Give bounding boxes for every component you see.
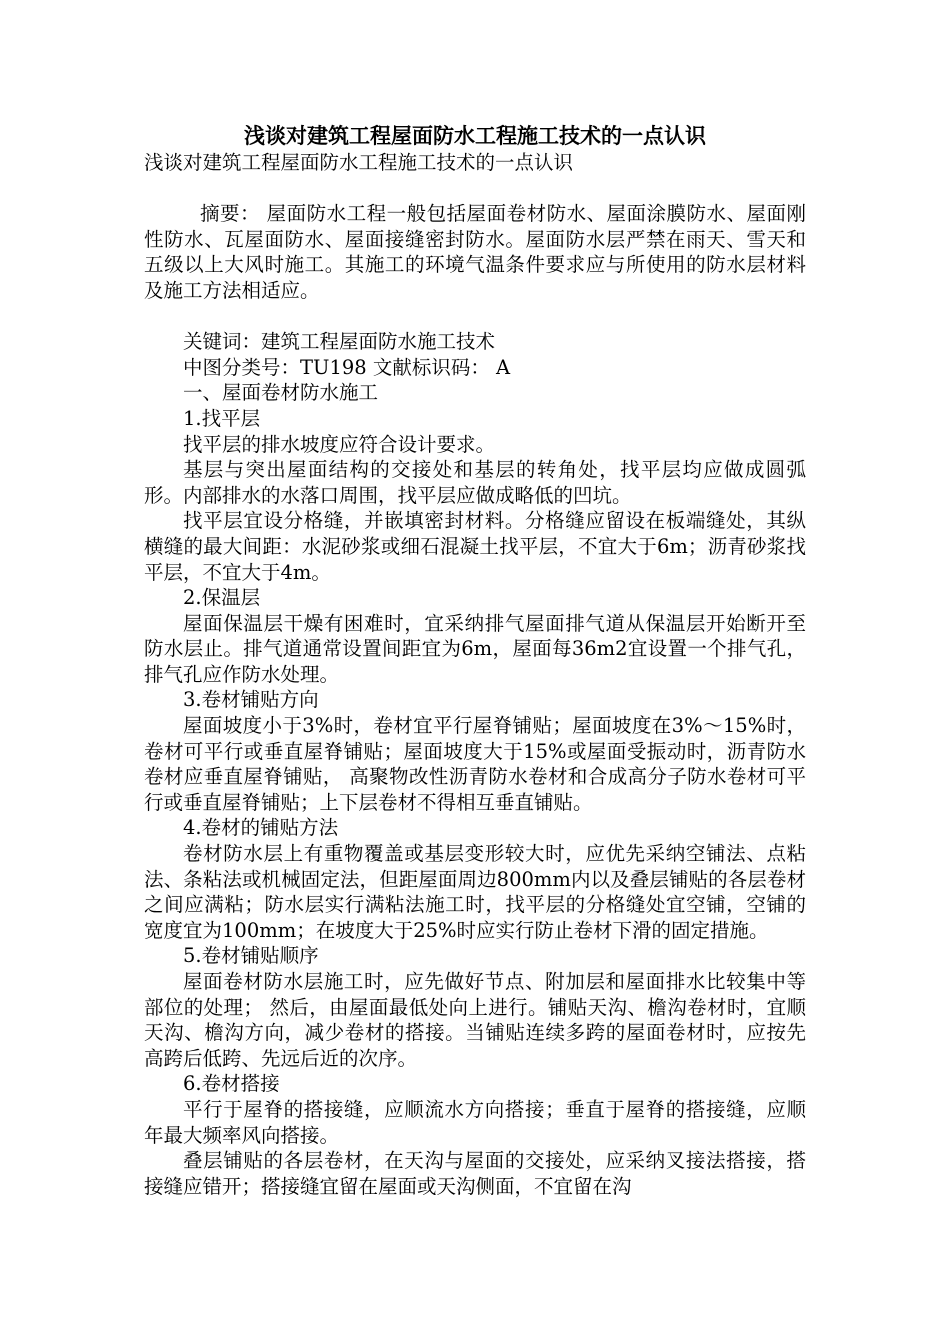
subsection-heading: 6.卷材搭接	[183, 1072, 280, 1096]
paragraph: 屋面坡度小于3%时，卷材宜平行屋脊铺贴；屋面坡度在3%～15%时，卷材可平行或垂直屋脊铺贴；屋面坡度大于15%或屋面受振动时，沥青防水卷材应垂直屋脊铺贴， 高聚物改性沥青防水卷材和合成高分子防水卷材可平行或垂直屋脊铺贴；上下层卷材不得相互垂直铺贴。	[144, 714, 806, 814]
subsection-heading: 2.保温层	[183, 586, 261, 610]
subsection-heading: 4.卷材的铺贴方法	[183, 816, 339, 840]
paragraph: 卷材防水层上有重物覆盖或基层变形较大时，应优先采纳空铺法、点粘法、条粘法或机械固定法，但距屋面周边800mm内以及叠层铺贴的各层卷材之间应满粘；防水层实行满粘法施工时，找平层的分格缝处宜空铺，空铺的宽度宜为100mm；在坡度大于25%时应实行防止卷材下滑的固定措施。	[144, 842, 806, 942]
paragraph: 屋面保温层干燥有困难时，宜采纳排气屋面排气道从保温层开始断开至防水层止。排气道通常设置间距宜为6m，屋面每36m2宜设置一个排气孔，排气孔应作防水处理。	[144, 611, 806, 686]
subsection-heading: 1.找平层	[183, 406, 261, 430]
blank-line	[144, 176, 806, 202]
document-subtitle: 浅谈对建筑工程屋面防水工程施工技术的一点认识	[144, 151, 574, 174]
paragraph: 找平层的排水坡度应符合设计要求。	[183, 432, 496, 456]
paragraph: 平行于屋脊的搭接缝，应顺流水方向搭接；垂直于屋脊的搭接缝，应顺年最大频率风向搭接。	[144, 1097, 806, 1147]
paragraph: 叠层铺贴的各层卷材，在天沟与屋面的交接处，应采纳叉接法搭接，搭接缝应错开；搭接缝宜留在屋面或天沟侧面，不宜留在沟	[144, 1149, 806, 1198]
paragraph: 找平层宜设分格缝，并嵌填密封材料。分格缝应留设在板端缝处，其纵横缝的最大间距：水泥砂浆或细石混凝土找平层，不宜大于6m；沥青砂浆找平层，不宜大于4m。	[144, 509, 806, 584]
document-body	[144, 150, 806, 1199]
abstract-text: 屋面防水工程一般包括屋面卷材防水、屋面涂膜防水、屋面刚性防水、瓦屋面防水、屋面接缝密封防水。屋面防水层严禁在雨天、雪天和五级以上大风时施工。其施工的环境气温条件要求应与所使用的防水层材料及施工方法相适应。	[144, 202, 806, 302]
paragraph: 屋面卷材防水层施工时，应先做好节点、附加层和屋面排水比较集中等部位的处理； 然后，由屋面最低处向上进行。铺贴天沟、檐沟卷材时，宜顺天沟、檐沟方向，减少卷材的搭接。当铺贴连续多跨的屋面卷材时，应按先高跨后低跨、先远后近的次序。	[144, 970, 806, 1070]
abstract-paragraph	[144, 201, 806, 303]
keywords-line: 关键词：建筑工程屋面防水施工技术	[183, 330, 496, 354]
classification-line: 中图分类号：TU198 文献标识码： A	[183, 355, 511, 379]
document-title: 浅谈对建筑工程屋面防水工程施工技术的一点认识	[244, 123, 706, 148]
subsection-heading: 3.卷材铺贴方向	[183, 688, 319, 712]
paragraph: 基层与突出屋面结构的交接处和基层的转角处，找平层均应做成圆弧形。内部排水的水落口周围，找平层应做成略低的凹坑。	[144, 458, 806, 507]
subsection-heading: 5.卷材铺贴顺序	[183, 944, 319, 968]
section-heading: 一、屋面卷材防水施工	[183, 381, 379, 405]
blank-line	[144, 304, 806, 330]
abstract-label: 摘要：	[200, 202, 260, 226]
